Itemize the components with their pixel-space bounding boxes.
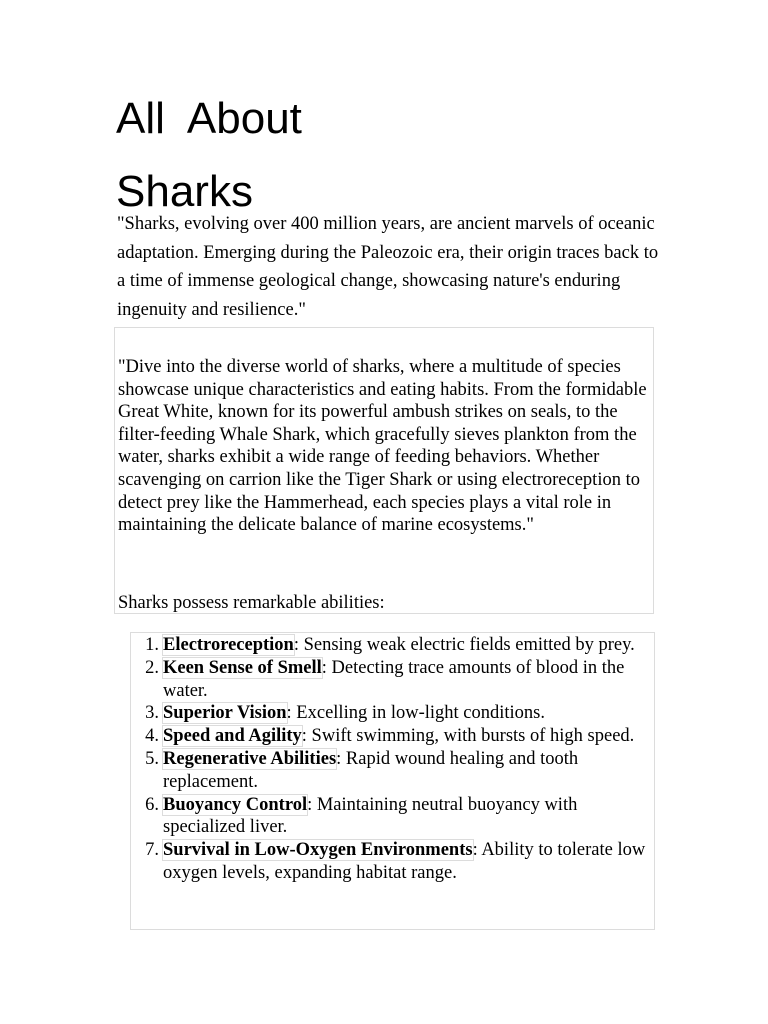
list-item-number: 3.: [145, 703, 159, 724]
ability-description: : Ability to tolerate low oxygen levels, expanding habitat range.: [163, 840, 646, 883]
list-item-number: 6.: [145, 794, 159, 815]
species-paragraph: "Dive into the diverse world of sharks, where a multitude of species showcase unique characteristics and eating habits. From the formidable Great White, known for its powerful ambush strikes on seals, to the filter-feeding Whale Shark, which gracefully sieves plankton from the water, sharks exhibit a wide range of feeding behaviors. Whether scavenging on carrion like the Tiger Shark or using electroreception to detect prey like the Hammerhead, each species plays a vital role in maintaining the delicate balance of marine ecosystems.": [118, 357, 647, 536]
abilities-list: [131, 634, 651, 885]
intro-paragraph: "Sharks, evolving over 400 million years, are ancient marvels of oceanic adaptation. Emerging during the Paleozoic era, their origin traces back to a time of immense geological change, showcasing nature's enduring ingenuity and resilience.": [117, 214, 659, 320]
ability-name: Keen Sense of Smell: [163, 657, 322, 678]
ability-name: Buoyancy Control: [163, 794, 308, 815]
ability-name: Speed and Agility: [163, 726, 302, 747]
list-item: [131, 794, 651, 840]
list-item: [131, 657, 651, 703]
list-item-number: 5.: [145, 748, 159, 769]
list-item: [131, 634, 651, 657]
ability-name: Superior Vision: [163, 703, 287, 724]
ability-description: : Excelling in low-light conditions.: [286, 703, 546, 724]
list-item: [131, 839, 651, 885]
ability-description: : Rapid wound healing and tooth replacement.: [163, 748, 579, 792]
abilities-section: [130, 632, 655, 930]
ability-name: Survival in Low-Oxygen Environments: [163, 840, 473, 861]
list-item-number: 4.: [145, 726, 159, 747]
page-title: All About Sharks: [116, 94, 315, 216]
list-item-number: 7.: [145, 840, 159, 861]
ability-description: : Swift swimming, with bursts of high speed.: [301, 726, 635, 747]
ability-description: : Detecting trace amounts of blood in the water.: [163, 657, 625, 701]
list-item: [131, 748, 651, 794]
ability-description: : Maintaining neutral buoyancy with specialized liver.: [163, 794, 578, 838]
species-section: [114, 327, 654, 614]
abilities-intro: Sharks possess remarkable abilities:: [118, 593, 385, 613]
ability-description: : Sensing weak electric fields emitted by prey.: [293, 635, 635, 655]
list-item-number: 2.: [145, 657, 159, 678]
list-item: [131, 702, 651, 725]
list-item: [131, 725, 651, 748]
ability-name: Regenerative Abilities: [163, 748, 337, 769]
list-item-number: 1.: [145, 635, 159, 655]
ability-name: Electroreception: [163, 635, 294, 655]
